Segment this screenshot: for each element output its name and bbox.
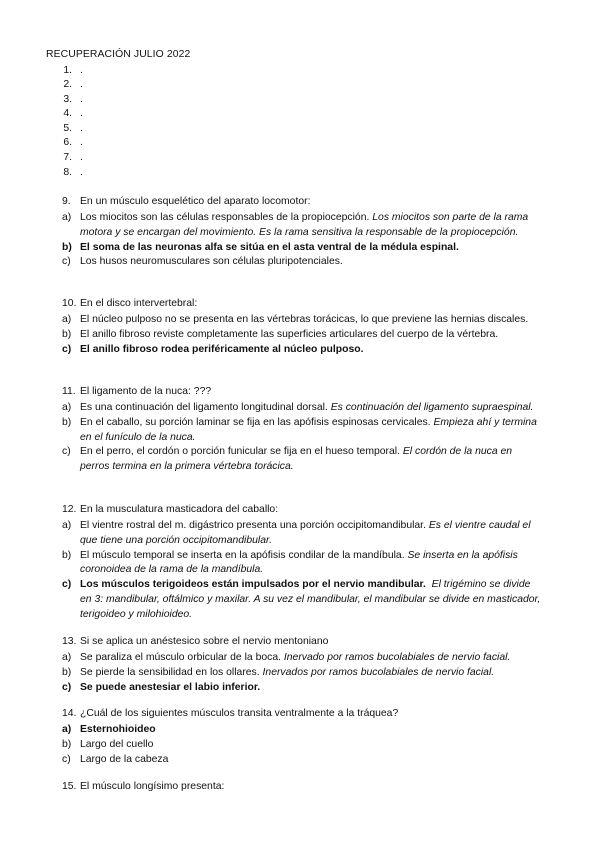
item-number: 8. <box>63 166 72 178</box>
question-9 <box>0 196 600 270</box>
question-stem <box>0 781 600 796</box>
question-text: En la musculatura masticadora del caballo: <box>80 504 279 515</box>
item-number: 7. <box>63 152 72 164</box>
option-label: c) <box>62 753 71 765</box>
question-number: 15. <box>62 781 77 792</box>
question-stem <box>0 708 600 723</box>
option-label: b) <box>62 666 72 678</box>
option-text: Es una continuación del ligamento longitudinal dorsal. <box>80 402 328 413</box>
option <box>0 401 542 416</box>
question-14 <box>0 708 600 767</box>
option-explanation: Es continuación del ligamento supraespinal. <box>330 402 534 413</box>
option-explanation: Empieza ahí y termina en el funículo de la nuca. <box>80 416 537 443</box>
option-text: Se paraliza el músculo orbicular de la boca. <box>80 652 281 663</box>
question-stem <box>0 636 600 651</box>
question-stem <box>0 386 600 401</box>
question-11 <box>0 386 600 475</box>
option <box>0 313 542 328</box>
question-number: 13. <box>62 636 77 647</box>
option-label: a) <box>62 520 72 531</box>
option-text: Los músculos terigoideos están impulsados por el nervio mandibular. <box>80 579 426 591</box>
question-number: 14. <box>62 708 77 719</box>
item-number: 4. <box>63 108 72 120</box>
question-stem <box>0 298 600 313</box>
option-text: El anillo fibroso reviste completamente las superficies articulares del cuerpo de la vértebra. <box>80 328 499 340</box>
option <box>0 519 542 549</box>
question-number: 9. <box>62 196 71 207</box>
option-correct <box>0 681 542 696</box>
option <box>0 666 542 681</box>
option <box>0 328 542 343</box>
option-text: Esternohioideo <box>80 724 156 735</box>
option <box>0 445 542 475</box>
option-explanation: Inervado por ramos bucolabiales de nervio facial. <box>283 652 511 663</box>
option-explanation: Se inserta en la apófisis coronoidea de la rama de la mandíbula. <box>80 549 518 576</box>
item-text: . <box>80 122 83 134</box>
question-12 <box>0 504 600 623</box>
question-text: Si se aplica un anéstesico sobre el nervio mentoniano <box>80 636 329 647</box>
item-number: 6. <box>63 137 72 149</box>
item-number: 2. <box>63 79 72 91</box>
option-correct <box>0 343 542 358</box>
question-number: 12. <box>62 504 77 515</box>
item-text: . <box>80 64 83 76</box>
option-explanation: Los miocitos son parte de la rama motora y se encargan del movimiento. Es la rama sensitiva la responsable de la propiocepción. <box>80 212 529 238</box>
question-stem <box>0 504 600 519</box>
question-text: En el disco intervertebral: <box>80 298 198 309</box>
option-text: En el caballo, su porción laminar se fija en las apófisis espinosas cervicales. <box>80 416 431 428</box>
option-text: El soma de las neuronas alfa se sitúa en el asta ventral de la médula espinal. <box>80 241 459 253</box>
option-label: b) <box>62 328 72 340</box>
item-number: 1. <box>63 64 72 76</box>
document-title: RECUPERACIÓN JULIO 2022 <box>46 49 191 60</box>
item-text: . <box>80 93 83 105</box>
item-text: . <box>80 79 83 91</box>
option-text: Los miocitos son las células responsables de la propiocepción. <box>80 212 370 223</box>
option-label: a) <box>62 652 72 663</box>
option <box>0 416 542 446</box>
question-15 <box>0 781 600 796</box>
option-explanation: Es el vientre caudal el que tiene una porción occipitomandibular. <box>80 520 531 546</box>
option-text: El núcleo pulposo no se presenta en las vértebras torácicas, lo que previene las hernias discales. <box>80 314 529 325</box>
option-label: a) <box>62 402 72 413</box>
option <box>0 255 542 270</box>
option-explanation: El cordón de la nuca en perros termina en la primera vértebra torácica. <box>80 446 513 473</box>
option-label: a) <box>62 314 72 325</box>
option-label: c) <box>62 343 72 355</box>
option-label: b) <box>62 738 72 750</box>
item-text: . <box>80 108 83 120</box>
option-explanation: Inervados por ramos bucolabiales de nervio facial. <box>262 666 495 678</box>
option-label: c) <box>62 256 71 268</box>
option-explanation: El trigémino se divide en 3: mandibular, oftálmico y maxilar. A su vez el mandibular, el mandibular se divide en masticador, terigoideo y milohioideo. <box>80 579 541 620</box>
option-label: b) <box>62 549 72 561</box>
option <box>0 753 542 768</box>
option <box>0 738 542 753</box>
option-text: El vientre rostral del m. digástrico presenta una porción occipitomandibular. <box>80 520 426 531</box>
option-label: b) <box>62 241 72 253</box>
option-text: Largo del cuello <box>80 738 154 750</box>
option-correct <box>0 723 542 738</box>
option-text: Se pierde la sensibilidad en los ollares. <box>80 666 260 678</box>
question-13 <box>0 636 600 695</box>
option <box>0 651 542 666</box>
option-label: c) <box>62 681 72 693</box>
option-text: En el perro, el cordón o porción funicular se fija en el hueso temporal. <box>80 446 400 458</box>
question-text: ¿Cuál de los siguientes músculos transita ventralmente a la tráquea? <box>80 708 399 719</box>
option-correct <box>0 241 542 256</box>
item-text: . <box>80 166 83 178</box>
question-number: 11. <box>62 386 76 397</box>
option-text: Los husos neuromusculares son células pluripotenciales. <box>80 256 343 268</box>
item-number: 5. <box>63 122 72 134</box>
option-text: Se puede anestesiar el labio inferior. <box>80 681 261 693</box>
question-number: 10. <box>62 298 77 309</box>
question-text: En un músculo esquelético del aparato locomotor: <box>80 196 311 207</box>
option <box>0 211 542 241</box>
option-label: c) <box>62 446 71 458</box>
question-10 <box>0 298 600 357</box>
item-number: 3. <box>63 93 72 105</box>
item-text: . <box>80 137 83 149</box>
option <box>0 549 542 579</box>
option-label: b) <box>62 416 72 428</box>
option-text: Largo de la cabeza <box>80 753 169 765</box>
option-correct <box>0 578 542 622</box>
question-stem <box>0 196 600 211</box>
option-label: a) <box>62 212 72 223</box>
option-label: c) <box>62 579 72 591</box>
option-text: El anillo fibroso rodea periféricamente al núcleo pulposo. <box>80 343 364 355</box>
question-text: El ligamento de la nuca: ??? <box>80 386 212 397</box>
option-label: a) <box>62 724 72 735</box>
item-text: . <box>80 152 83 164</box>
question-text: El músculo longísimo presenta: <box>80 781 225 792</box>
option-text: El músculo temporal se inserta en la apófisis condilar de la mandíbula. <box>80 549 405 561</box>
